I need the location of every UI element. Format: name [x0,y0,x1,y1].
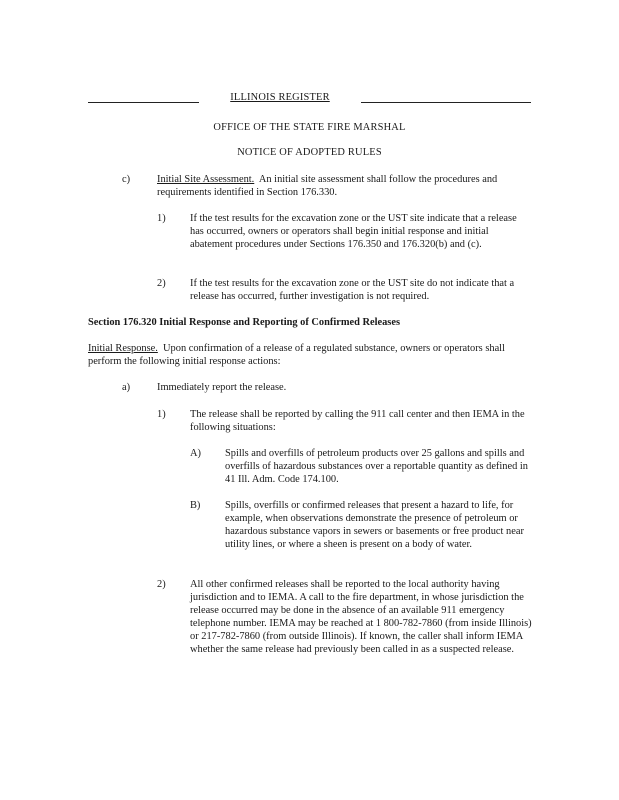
section-heading: Section 176.320 Initial Response and Reporting of Confirmed Releases [88,317,401,328]
item-a-sub2-label: 2) [157,579,166,590]
item-a-sub2-text: All other confirmed releases shall be reported to the local authority having jurisdiction and to IEMA. A call to the fire department, in whose jurisdiction the release occurred may be done in the absence of an available 911 emergency telephone number. IEMA may be reached at 1 800-782-7860 (from inside Illinois) or 217-782-7860 (from outside Illinois). If known, the caller shall inform IEMA whether the same release had previously been called in as a suspected release. [190,579,532,655]
item-c-text: An initial site assessment shall follow the procedures and requirements identified in Section 176.330. [157,174,498,198]
item-c-title: Initial Site Assessment. [157,174,255,185]
item-c-paragraph [157,173,533,199]
item-a-sub1-text: The release shall be reported by calling the 911 call center and then IEMA in the following situations: [190,409,525,433]
header-rule-right [361,102,531,103]
item-a-text: Immediately report the release. [157,382,287,393]
item-a-subA-label: A) [190,448,201,459]
item-a-subB-text: Spills, overfills or confirmed releases that present a hazard to life, for example, when observations demonstrate the presence of petroleum or hazardous substance vapors in sewers or basements or free product near utility lines, or where a sheen is present on a body of water. [225,500,524,550]
item-a-subB-label: B) [190,500,201,511]
notice-heading: NOTICE OF ADOPTED RULES [237,147,382,158]
item-a-subA-text: Spills and overfills of petroleum products over 25 gallons and spills and overfills of hazardous substances over a reportable quantity as defined in 41 Ill. Adm. Code 174.100. [225,448,528,485]
section-intro-paragraph [88,342,532,368]
item-c-sub1-text: If the test results for the excavation zone or the UST site indicate that a release has occurred, owners or operators shall begin initial response and initial abatement procedures under Sections 176.350 and 176.320(b) and (c). [190,213,517,250]
item-c-sub2-label: 2) [157,278,166,289]
agency-heading: OFFICE OF THE STATE FIRE MARSHAL [213,122,406,133]
section-intro-text: Upon confirmation of a release of a regulated substance, owners or operators shall perform the following initial response actions: [88,343,505,367]
item-a-sub1-label: 1) [157,409,166,420]
header-rule-left [88,102,199,103]
item-c-sub2-text: If the test results for the excavation zone or the UST site do not indicate that a release has occurred, further investigation is not required. [190,278,515,302]
item-a-label: a) [122,382,131,393]
register-title: ILLINOIS REGISTER [230,92,330,103]
item-c-sub1-label: 1) [157,213,166,224]
section-intro-title: Initial Response. [88,343,158,354]
item-c-label: c) [122,174,131,185]
